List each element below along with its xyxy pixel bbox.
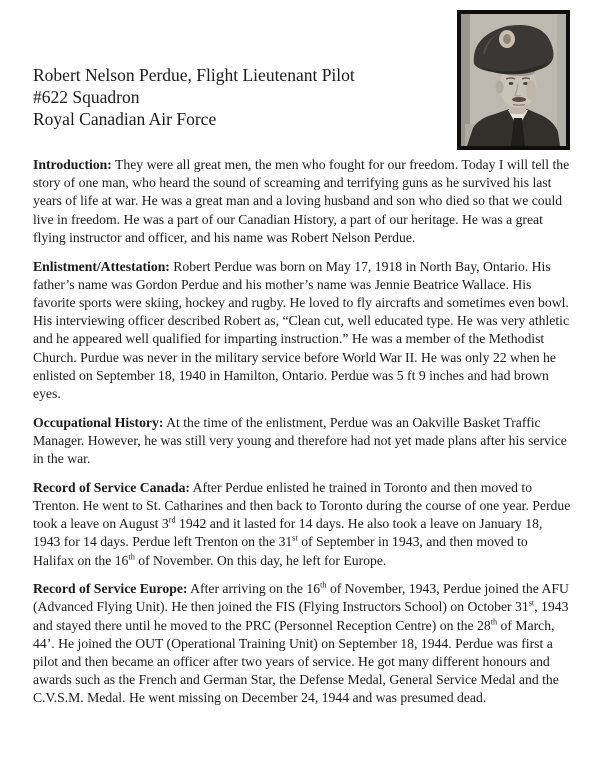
mustache [512, 97, 526, 102]
section-heading: Occupational History: [33, 414, 164, 430]
portrait-photo [457, 10, 570, 150]
section-heading: Enlistment/Attestation: [33, 258, 170, 274]
section-body: After arriving on the 16th of November, 1943, Perdue joined the AFU (Advanced Flying Unit). He then joined the FIS (Flying Instructors School) on October 31st, 1943 and stayed there until he moved to the PRC (Personnel Reception Centre) on the 28th of March, 44’. He joined the OUT (Operational Training Unit) on September 18, 1944. Perdue was first a pilot and then became an officer after two years of service. He got many different honours and awards such as the French and German Star, the Defense Medal, General Service Medal and the C.V.S.M. Medal. He went missing on December 24, 1944 and was presumed dead. [33, 580, 569, 706]
section-occupational-history [33, 414, 571, 469]
portrait-illustration [461, 14, 566, 146]
section-introduction [33, 156, 571, 247]
document-body [33, 156, 571, 718]
section-heading: Record of Service Canada: [33, 479, 190, 495]
section-record-of-service-europe [33, 580, 571, 707]
title-line-name-rank: Robert Nelson Perdue, Flight Lieutenant Pilot [33, 65, 355, 85]
section-record-of-service-canada [33, 479, 571, 570]
section-heading: Record of Service Europe: [33, 581, 188, 597]
section-body: After Perdue enlisted he trained in Toronto and then moved to Trenton. He went to St. Catharines and then back to Toronto during the course of one year. Perdue took a leave on August 3rd 1942 and it lasted for 14 days. He also took a leave on January 18, 1943 for 14 days. Perdue left Trenton on the 31st of September in 1943, and then moved to Halifax on the 16th of November. On this day, he left for Europe. [33, 479, 571, 568]
ear [496, 81, 504, 94]
section-heading: Introduction: [33, 157, 112, 172]
title-line-air-force: Royal Canadian Air Force [33, 109, 217, 129]
section-body: They were all great men, the men who fought for our freedom. Today I will tell the story of one man, who heard the sound of screaming and terrifying guns as he survived his last years of life at war. He was a great man and a loving husband and son who died so that we could live in freedom. He was a part of our Canadian History, a part of our heritage. He was a great flying instructor and officer, and his name was Robert Nelson Perdue. [33, 157, 570, 245]
eye-left [509, 82, 514, 85]
section-enlistment-attestation [33, 258, 571, 404]
section-body: At the time of the enlistment, Perdue was an Oakville Basket Traffic Manager. However, he was still very young and therefore had not yet made plans after his service in the war. [33, 414, 567, 467]
title-line-squadron: #622 Squadron [33, 87, 140, 107]
section-body: Robert Perdue was born on May 17, 1918 in North Bay, Ontario. His father’s name was Gordon Perdue and his mother’s name was Jennie Beatrice Wallace. His favorite sports were skiing, hockey and rugby. He loved to fly aircrafts and sometimes even bowl. His interviewing officer described Robert as, “Clean cut, well educated type. He was very athletic and he appeared well qualified for imparting instruction.” He was a member of the Methodist Church. Purdue was never in the military service before World War II. He was only 22 when he enlisted on September 18, 1940 in Hamilton, Ontario. Perdue was 5 ft 9 inches and had brown eyes. [33, 258, 570, 401]
document-title [33, 64, 453, 130]
